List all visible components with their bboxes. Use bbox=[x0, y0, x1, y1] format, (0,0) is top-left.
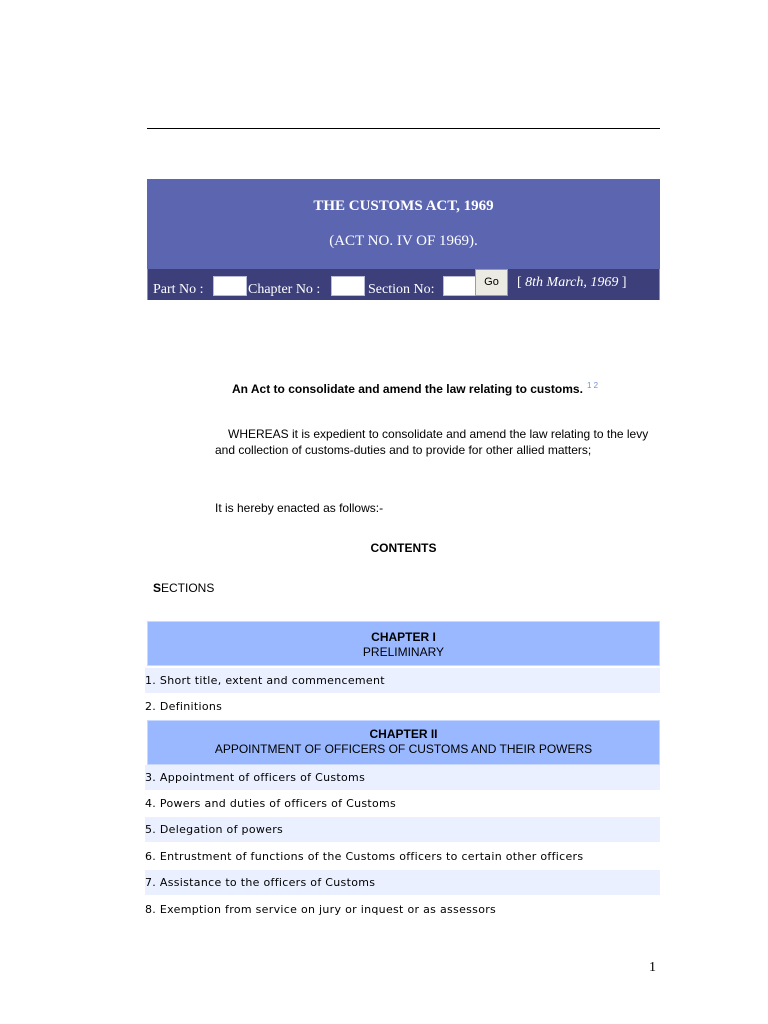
section-link[interactable] bbox=[145, 791, 660, 816]
chapter-number: CHAPTER II bbox=[369, 727, 438, 741]
section-link[interactable] bbox=[145, 668, 660, 693]
section-title: Delegation of powers bbox=[159, 823, 284, 836]
section-title: Powers and duties of officers of Customs bbox=[159, 797, 397, 810]
act-title: THE CUSTOMS ACT, 1969 bbox=[313, 198, 494, 214]
section-title: Assistance to the officers of Customs bbox=[159, 876, 376, 889]
part-label: Part No : bbox=[153, 282, 204, 297]
nav-divider bbox=[147, 269, 148, 300]
section-input[interactable] bbox=[443, 276, 477, 296]
date-open-bracket: [ bbox=[517, 275, 522, 290]
chapter-input[interactable] bbox=[331, 276, 365, 296]
chapter-label: Chapter No : bbox=[248, 282, 321, 297]
preamble-text: WHEREAS it is expedient to consolidate and amend the law relating to the levy and collection of customs-duties and to provide for other allied matters; bbox=[215, 427, 649, 457]
section-number: 5. bbox=[145, 823, 157, 836]
nav-divider bbox=[659, 269, 660, 300]
section-number: 2. bbox=[145, 700, 157, 713]
date-close-bracket: ] bbox=[621, 275, 627, 290]
contents-heading: CONTENTS bbox=[370, 541, 437, 555]
page-number: 1 bbox=[649, 960, 656, 975]
section-title: Exemption from service on jury or inquest or as assessors bbox=[159, 903, 497, 916]
section-title: Short title, extent and commencement bbox=[159, 674, 385, 687]
section-link[interactable] bbox=[145, 817, 660, 842]
section-label: Section No: bbox=[368, 282, 435, 297]
section-number: 7. bbox=[145, 876, 157, 889]
part-input[interactable] bbox=[213, 276, 247, 296]
section-title: Entrustment of functions of the Customs officers to certain other officers bbox=[159, 850, 584, 863]
act-number: (ACT NO. IV OF 1969). bbox=[329, 233, 478, 249]
section-number: 8. bbox=[145, 903, 157, 916]
sections-label-rest: ECTIONS bbox=[161, 581, 215, 595]
section-link[interactable] bbox=[145, 897, 660, 922]
section-link[interactable] bbox=[145, 844, 660, 869]
sections-label bbox=[153, 581, 214, 595]
section-title: Definitions bbox=[159, 700, 223, 713]
date-value: 8th March, 1969 bbox=[525, 275, 619, 290]
section-title: Appointment of officers of Customs bbox=[159, 771, 366, 784]
chapter-header[interactable] bbox=[147, 621, 660, 666]
section-link[interactable] bbox=[145, 765, 660, 790]
enacting-clause: It is hereby enacted as follows:- bbox=[215, 501, 384, 515]
navigation-bar bbox=[147, 269, 660, 300]
enactment-date bbox=[517, 275, 627, 291]
section-link[interactable] bbox=[145, 694, 660, 719]
section-number: 1. bbox=[145, 674, 157, 687]
section-number: 6. bbox=[145, 850, 157, 863]
long-title bbox=[232, 381, 598, 396]
go-button[interactable]: Go bbox=[475, 269, 508, 296]
chapter-title: PRELIMINARY bbox=[362, 645, 445, 659]
sections-label-initial: S bbox=[153, 581, 162, 595]
footnote-links[interactable]: 1 2 bbox=[586, 381, 599, 390]
top-rule bbox=[147, 128, 660, 129]
long-title-text: An Act to consolidate and amend the law relating to customs. bbox=[232, 382, 583, 396]
preamble bbox=[215, 426, 655, 458]
section-link[interactable] bbox=[145, 870, 660, 895]
section-number: 4. bbox=[145, 797, 157, 810]
chapter-number: CHAPTER I bbox=[371, 630, 436, 644]
chapter-header[interactable] bbox=[147, 720, 660, 765]
chapter-title: APPOINTMENT OF OFFICERS OF CUSTOMS AND THEIR POWERS bbox=[214, 742, 593, 756]
act-banner bbox=[147, 179, 660, 300]
section-number: 3. bbox=[145, 771, 157, 784]
